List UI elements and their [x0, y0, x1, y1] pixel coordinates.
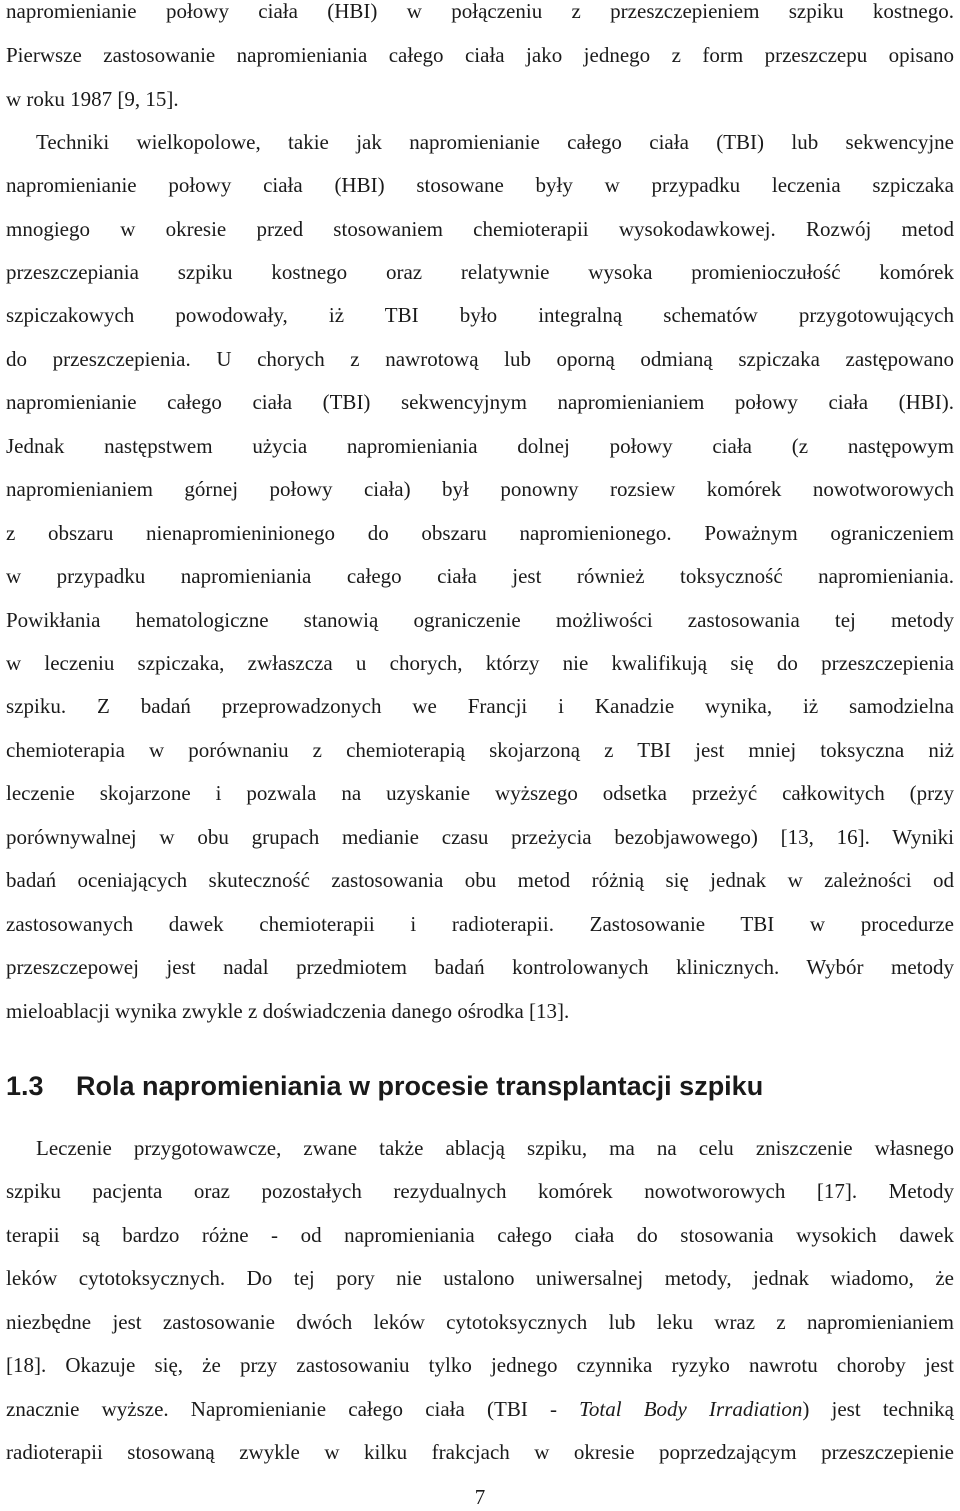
text-line: Powikłania hematologiczne stanowią ograniczenie możliwości zastosowania tej metody	[6, 608, 954, 632]
text-line: Techniki wielkopolowe, takie jak napromienianie całego ciała (TBI) lub sekwencyjne	[36, 130, 954, 154]
text-line: mieloablacji wynika zwykle z doświadczenia danego ośrodka [13].	[6, 999, 570, 1023]
text-line: szpiku pacjenta oraz pozostałych rezydualnych komórek nowotworowych [17]. Metody	[6, 1179, 954, 1203]
text-line: mnogiego w okresie przed stosowaniem chemioterapii wysokodawkowej. Rozwój metod	[6, 217, 954, 241]
text-line: badań oceniających skuteczność zastosowania obu metod różnią się jednak w zależności od	[6, 868, 954, 892]
text-line: napromienianie całego ciała (TBI) sekwencyjnym napromienianiem połowy ciała (HBI).	[6, 390, 954, 414]
text-line: [18]. Okazuje się, że przy zastosowaniu tylko jednego czynnika ryzyko nawrotu choroby jest	[6, 1353, 954, 1377]
text-line: terapii są bardzo różne - od napromieniania całego ciała do stosowania wysokich dawek	[6, 1223, 954, 1247]
text-line: do przeszczepienia. U chorych z nawrotową lub oporną odmianą szpiczaka zastępowano	[6, 347, 954, 371]
text-line: w leczeniu szpiczaka, zwłaszcza u chorych, którzy nie kwalifikują się do przeszczepienia	[6, 651, 954, 675]
text-line: z obszaru nienapromieninionego do obszaru napromienionego. Poważnym ograniczeniem	[6, 521, 954, 545]
text-line: radioterapii stosowaną zwykle w kilku frakcjach w okresie poprzedzającym przeszczepienie	[6, 1440, 954, 1464]
text-run: ) jest techniką	[802, 1397, 954, 1421]
page-number: 7	[474, 1485, 486, 1509]
text-line: zastosowanych dawek chemioterapii i radioterapii. Zastosowanie TBI w procedurze	[6, 912, 954, 936]
text-line: napromienianie połowy ciała (HBI) stosowane były w przypadku leczenia szpiczaka	[6, 173, 954, 197]
text-line: napromienianie połowy ciała (HBI) w połączeniu z przeszczepieniem szpiku kostnego.	[6, 0, 954, 23]
text-line: przeszczepowej jest nadal przedmiotem badań kontrolowanych klinicznych. Wybór metody	[6, 955, 954, 979]
text-run: znacznie wyższe. Napromienianie całego ciała (TBI -	[6, 1397, 580, 1421]
text-line: niezbędne jest zastosowanie dwóch leków cytotoksycznych lub leku wraz z napromienianiem	[6, 1310, 954, 1334]
text-line: chemioterapia w porównaniu z chemioterapią skojarzoną z TBI jest mniej toksyczna niż	[6, 738, 954, 762]
section-title: Rola napromieniania w procesie transplantacji szpiku	[76, 1071, 764, 1101]
text-line: leczenie skojarzone i pozwala na uzyskanie wyższego odsetka przeżyć całkowitych (przy	[6, 781, 954, 805]
text-line: porównywalnej w obu grupach medianie czasu przeżycia bezobjawowego) [13, 16]. Wyniki	[6, 825, 954, 849]
section-number: 1.3	[6, 1071, 44, 1101]
text-line: w roku 1987 [9, 15].	[6, 87, 179, 111]
text-line: leków cytotoksycznych. Do tej pory nie ustalono uniwersalnej metody, jednak wiadomo, że	[6, 1266, 954, 1290]
italic-term: Total Body Irradiation	[579, 1397, 803, 1421]
section-heading	[6, 1068, 954, 1104]
text-line: Pierwsze zastosowanie napromieniania całego ciała jako jednego z form przeszczepu opisano	[6, 43, 954, 67]
text-line: przeszczepiania szpiku kostnego oraz relatywnie wysoka promienioczułość komórek	[6, 260, 954, 284]
text-line: Leczenie przygotowawcze, zwane także ablacją szpiku, ma na celu zniszczenie własnego	[36, 1136, 954, 1160]
text-line: napromienianiem górnej połowy ciała) był ponowny rozsiew komórek nowotworowych	[6, 477, 954, 501]
text-line: szpiku. Z badań przeprowadzonych we Francji i Kanadzie wynika, iż samodzielna	[6, 694, 954, 718]
text-line: Jednak następstwem użycia napromieniania dolnej połowy ciała (z następowym	[6, 434, 954, 458]
text-line: w przypadku napromieniania całego ciała jest również toksyczność napromieniania.	[6, 564, 954, 588]
text-line: szpiczakowych powodowały, iż TBI było integralną schematów przygotowujących	[6, 303, 954, 327]
text-line	[6, 1394, 954, 1424]
